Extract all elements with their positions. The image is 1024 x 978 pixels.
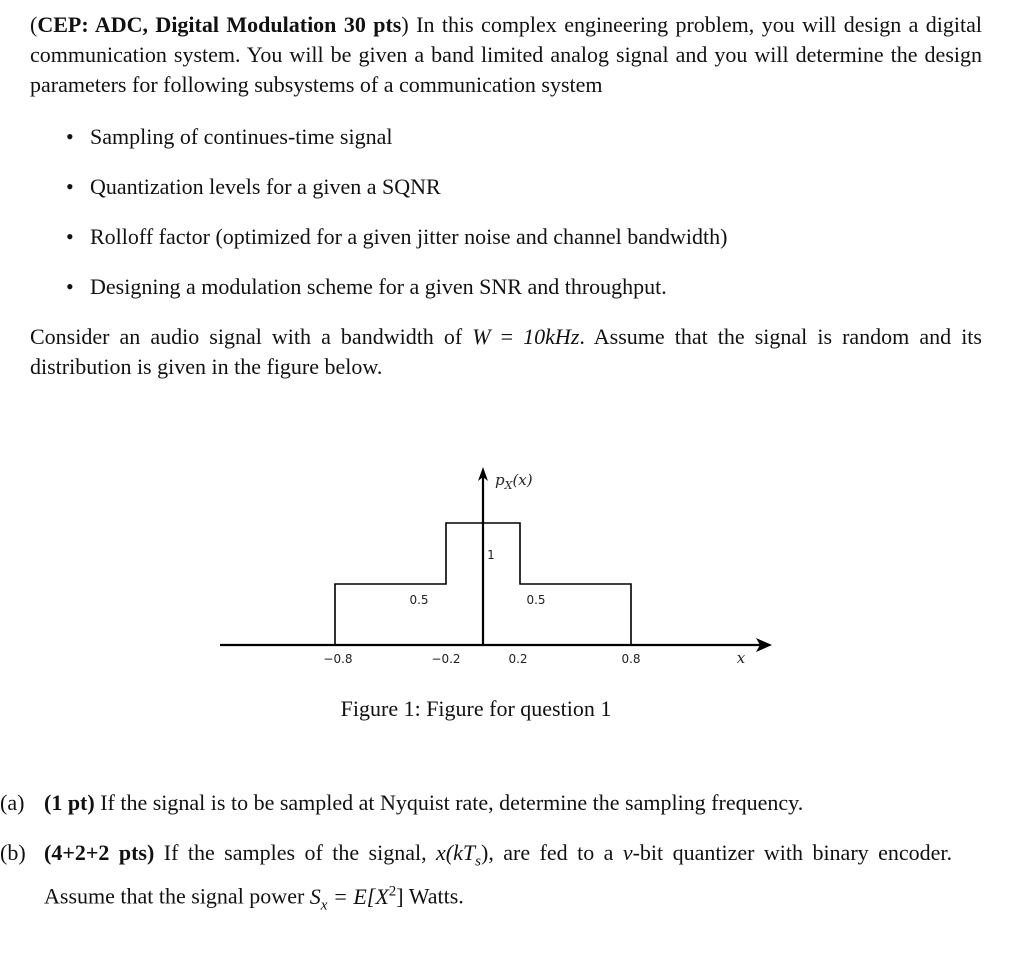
question-points: (4+2+2 pts) (44, 840, 155, 865)
figure-container (0, 455, 1024, 685)
intro-paragraph (30, 10, 982, 100)
question-item (0, 788, 952, 818)
sample-expression: $x(kT_s)$ (436, 840, 489, 870)
question-label: (b) (0, 840, 26, 865)
bandwidth-value: 10kHz (523, 324, 580, 349)
figure-caption: Figure 1: Figure for question 1 (340, 696, 612, 721)
list-item-text: Designing a modulation scheme for a given SNR and throughput. (90, 274, 667, 299)
x-axis-label: x (736, 649, 746, 667)
intro-text: In this complex engineering problem, you will design a digital communication system. You will be given a band limited analog signal and you will determine the design parameters for following subsystems of a communication system (30, 12, 982, 97)
consider-equals: = (490, 324, 524, 349)
list-item (30, 222, 982, 252)
level-label: 0.5 (409, 593, 429, 607)
bit-variable: v (622, 840, 633, 865)
list-item-text: Quantization levels for a given a SQNR (90, 174, 441, 199)
intro-close-paren: ) (401, 12, 409, 37)
question-text: If the samples of the signal, (154, 840, 437, 865)
tick-label: 0.2 (508, 652, 528, 666)
bullet-icon: • (66, 174, 74, 199)
consider-after: . Assume that the signal is random and its distribution is given in the figure below. (30, 324, 982, 379)
question-list (0, 788, 952, 940)
list-item-text: Rolloff factor (optimized for a given jitter noise and channel bandwidth) (90, 224, 728, 249)
list-item (30, 122, 982, 152)
question-item (0, 838, 952, 920)
tick-label: −0.2 (431, 652, 461, 666)
question-text: -bit quantizer with binary encoder. Assume that the signal power (44, 840, 952, 909)
question-points: (1 pt) (44, 790, 95, 815)
y-axis-label: $p_X(x)$ (495, 471, 533, 492)
consider-before: Consider an audio signal with a bandwidth of (30, 324, 473, 349)
pdf-figure (0, 455, 1024, 685)
bullet-icon: • (66, 124, 74, 149)
problem-heading: CEP: ADC, Digital Modulation 30 pts (37, 12, 402, 37)
list-item-text: Sampling of continues-time signal (90, 124, 393, 149)
signal-power-expression: $S_x = E[X^2]$ (309, 883, 404, 914)
question-text: Watts. (403, 883, 464, 909)
bandwidth-variable: W (472, 324, 491, 349)
question-text: , are fed to a (488, 840, 623, 865)
consider-paragraph (30, 322, 982, 382)
document-page (30, 10, 982, 382)
list-item (30, 272, 982, 302)
question-text: If the signal is to be sampled at Nyquist rate, determine the sampling frequency. (94, 790, 804, 815)
list-item (30, 172, 982, 202)
level-label: 1 (487, 548, 495, 562)
bullet-icon: • (66, 274, 74, 299)
level-label: 0.5 (526, 593, 546, 607)
tick-label: −0.8 (323, 652, 353, 666)
question-label: (a) (0, 790, 25, 815)
tick-label: 0.8 (621, 652, 641, 666)
bullet-icon: • (66, 224, 74, 249)
subsystem-list (30, 122, 982, 302)
intro-open-paren: ( (30, 12, 38, 37)
